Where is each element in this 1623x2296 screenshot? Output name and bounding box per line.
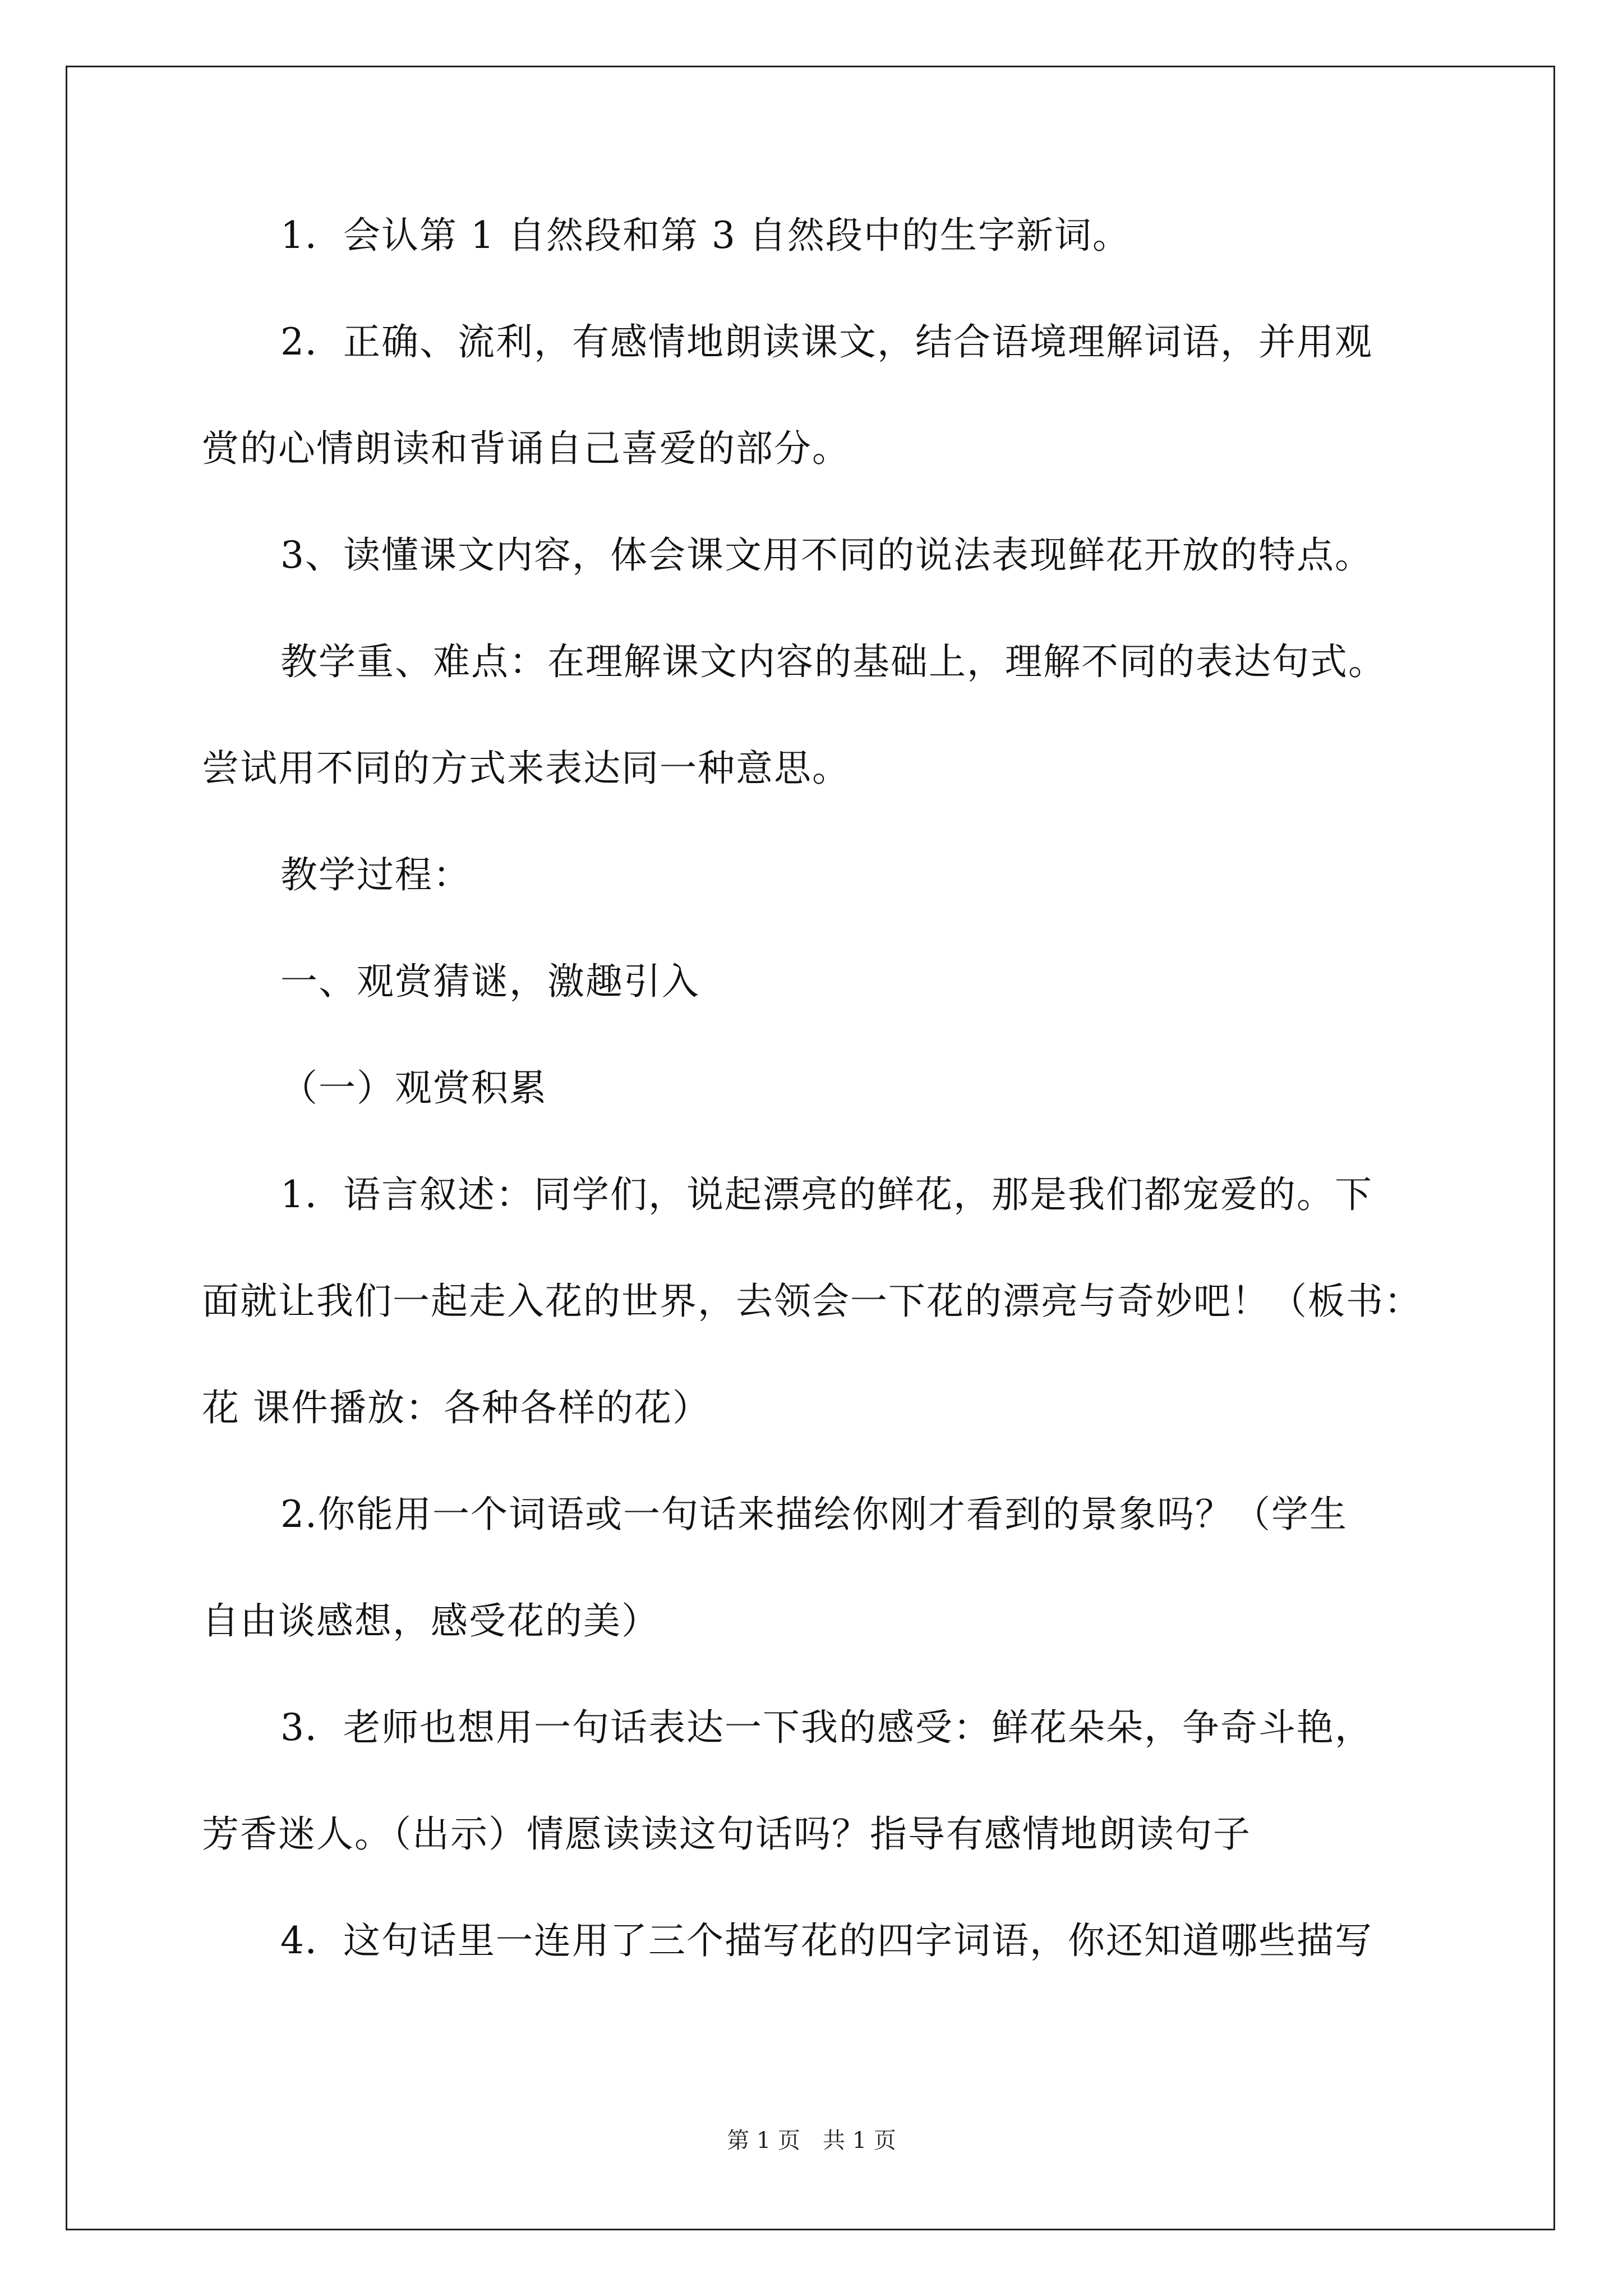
key-points-line-1: 教学重、难点：在理解课文内容的基础上，理解不同的表达句式。 [280, 640, 1386, 683]
step-2-line-1: 2.你能用一个词语或一句话来描绘你刚才看到的景象吗？（学生 [280, 1493, 1348, 1536]
page-border [66, 66, 1555, 2230]
step-3-line-2: 芳香迷人。（出示）情愿读读这句话吗？指导有感情地朗读句子 [202, 1812, 1251, 1856]
step-3-line-1: 3．老师也想用一句话表达一下我的感受：鲜花朵朵，争奇斗艳， [280, 1706, 1373, 1749]
key-points-line-2: 尝试用不同的方式来表达同一种意思。 [202, 747, 850, 790]
step-1-line-2: 面就让我们一起走入花的世界，去领会一下花的漂亮与奇妙吧！（板书： [202, 1280, 1422, 1323]
teaching-process-heading: 教学过程： [280, 853, 471, 896]
subsection-1-heading: （一）观赏积累 [280, 1066, 547, 1110]
step-2-line-2: 自由谈感想，感受花的美） [202, 1599, 660, 1642]
step-4-line-1: 4．这句话里一连用了三个描写花的四字词语，你还知道哪些描写 [280, 1919, 1373, 1962]
objective-2-line-1: 2．正确、流利，有感情地朗读课文，结合语境理解词语，并用观 [280, 320, 1373, 364]
step-1-line-3: 花 课件播放：各种各样的花） [202, 1386, 711, 1429]
section-1-heading: 一、观赏猜谜，激趣引入 [280, 960, 700, 1003]
objective-1: 1．会认第 1 自然段和第 3 自然段中的生字新词。 [280, 214, 1131, 257]
page-number-footer: 第 1 页 共 1 页 [727, 2128, 896, 2154]
step-1-line-1: 1．语言叙述：同学们，说起漂亮的鲜花，那是我们都宠爱的。下 [280, 1173, 1373, 1216]
objective-3: 3、读懂课文内容，体会课文用不同的说法表现鲜花开放的特点。 [280, 533, 1373, 577]
objective-2-line-2: 赏的心情朗读和背诵自己喜爱的部分。 [202, 427, 850, 470]
